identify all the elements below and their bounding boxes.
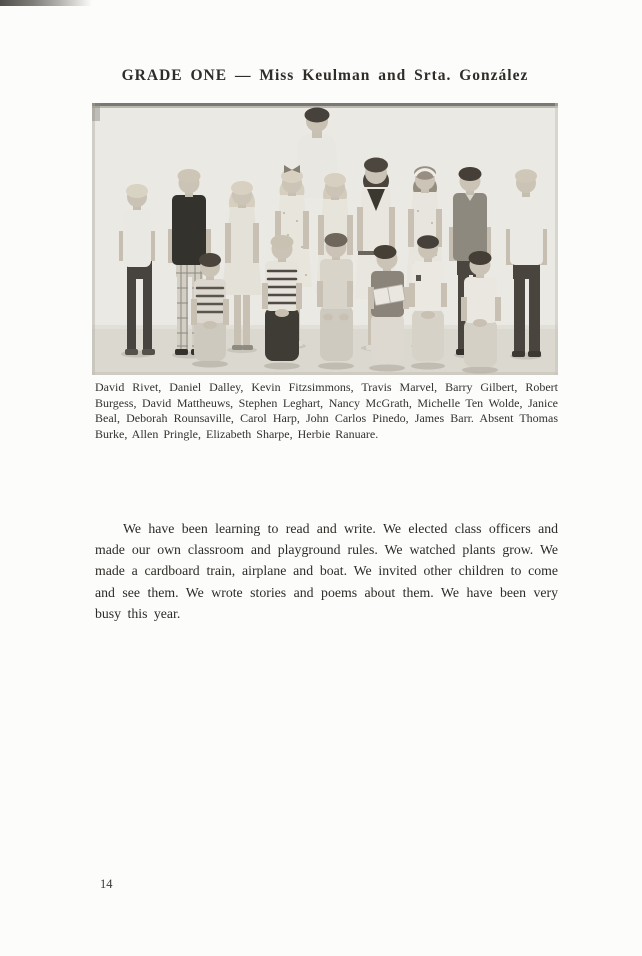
page-number: 14: [100, 877, 113, 891]
body-paragraph: We have been learning to read and write. We elected class officers and made our own classroom and playground rules. We watched plants grow. We made a cardboard train, airplane and boat. We invited other children to come and see them. We wrote stories and poems about them. We have been very busy this year.: [95, 521, 558, 621]
page-title: GRADE ONE — Miss Keulman and Srta. González: [121, 67, 529, 84]
photo-caption: David Rivet, Daniel Dalley, Kevin Fitzsimmons, Travis Marvel, Barry Gilbert, Robert Burgess, David Mattheuws, Stephen Leghart, Nancy McGrath, Michelle Ten Wolde, Janice Beal, Deborah Rounsaville, Carol Harp, John Carlos Pinedo, James Barr. Absent Thomas Burke, Allen Pringle, Elizabeth Sharpe, Herbie Ranuare.: [95, 380, 558, 441]
class-photo-image: [92, 103, 558, 375]
class-photo-graphic: [92, 103, 558, 375]
scan-artifact: [0, 0, 92, 6]
